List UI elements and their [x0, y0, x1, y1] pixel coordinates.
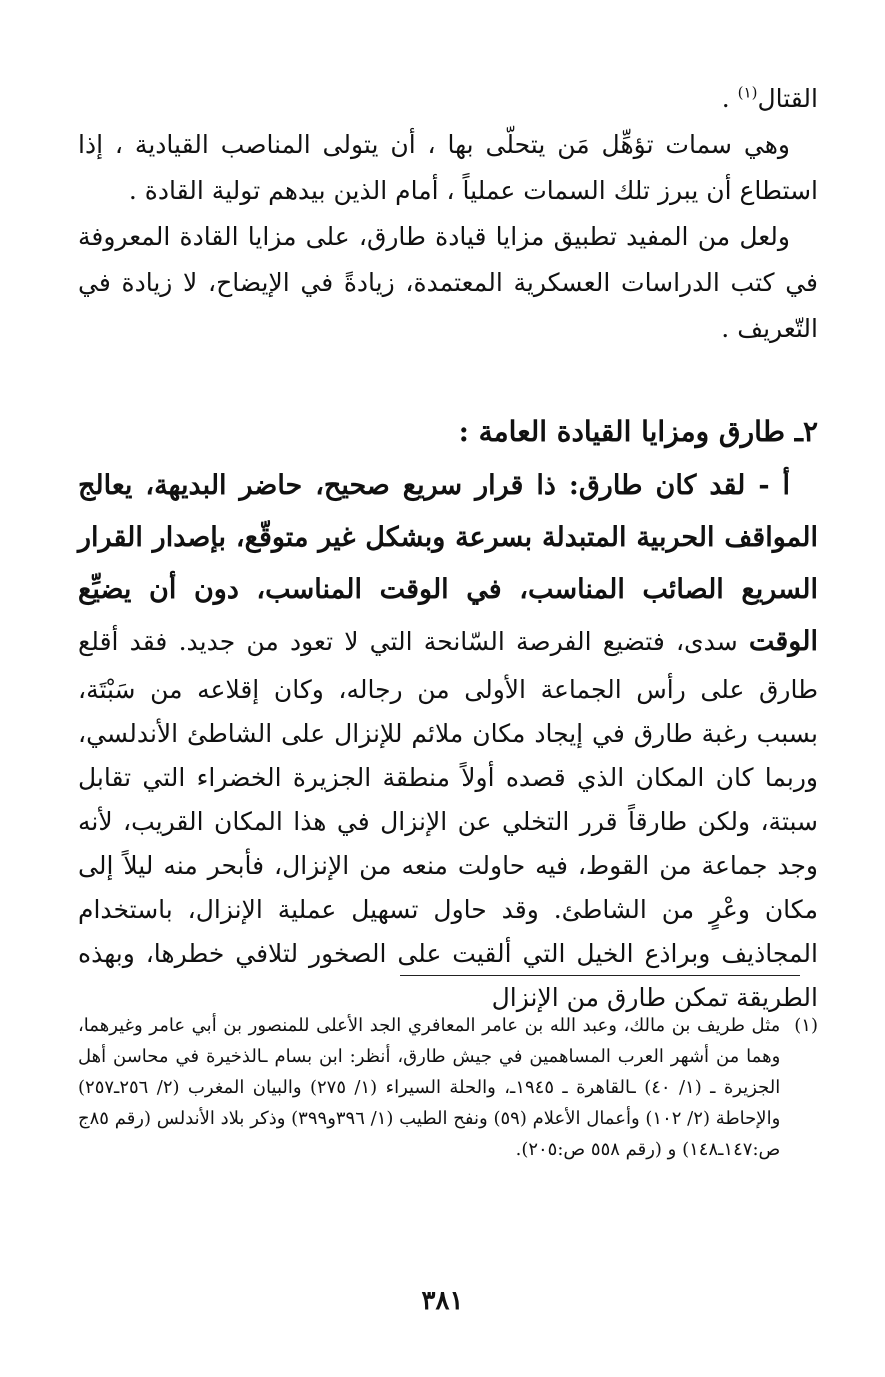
- footnote-1: [78, 1010, 818, 1165]
- page-number: ٣٨١: [421, 1286, 464, 1316]
- footnote-divider: [400, 975, 800, 976]
- footnote-text: مثل طريف بن مالك، وعبد الله بن عامر المعافري الجد الأعلى للمنصور بن أبي عامر وغيرهما، وهما من أشهر العرب المساهمين في جيش طارق، أنظر: ابن بسام ـالذخيرة في محاسن أهل الجزيرة ـ (١/ ٤٠) ـالقاهرة ـ ١٩٤٥ـ، والحلة السيراء (١/ ٢٧٥) والبيان المغرب (٢/ ٢٥٦ـ٢٥٧) والإحاطة (٢/ ١٠٢) وأعمال الأعلام (٥٩) ونفح الطيب (١/ ٣٩٦و٣٩٩) وذكر بلاد الأندلس (رقم ٨٥ج ص:١٤٧ـ١٤٨) و (رقم ٥٥٨ ص:٢٠٥).: [78, 1015, 781, 1160]
- footnote-number: (١): [794, 1015, 818, 1036]
- paragraph-1: وهي سمات تؤهِّل مَن يتحلّى بها ، أن يتولى المناصب القيادية ، إذا استطاع أن يبرز تلك السمات عملياً ، أمام الذين بيدهم تولية القادة .: [78, 130, 818, 205]
- paragraph-0-text: القتال: [757, 84, 818, 113]
- footnote-reference[interactable]: (١): [737, 83, 758, 102]
- paragraph-0-end: .: [721, 84, 738, 113]
- section-paragraph: [78, 460, 818, 1020]
- section-heading: ٢ـ طارق ومزايا القيادة العامة :: [458, 415, 818, 448]
- section-lead-bold: أ - لقد كان طارق: ذا قرار سريع صحيح، حاضر البديهة، يعالج المواقف الحربية المتبدلة بسرعة وبشكل غير متوقّع، بإصدار القرار السريع الصائب المناسب، في الوقت المناسب، دون أن يضيِّع الوقت: [78, 470, 818, 657]
- paragraph-continuation: [78, 76, 818, 122]
- section-body-text: سدى، فتضيع الفرصة السّانحة التي لا تعود من جديد. فقد أقلع طارق على رأس الجماعة الأولى من رجاله، وكان إقلاعه من سَبْتَة، بسبب رغبة طارق في إيجاد مكان ملائم للإنزال على الشاطئ الأندلسي، وربما كان المكان الذي قصده أولاً منطقة الجزيرة الخضراء التي تقابل سبتة، ولكن طارقاً قرر التخلي عن الإنزال في هذا المكان القريب، لأنه وجد جماعة من القوط، فيه حاولت منعه من الإنزال، فأبحر منه ليلاً إلى مكان وعْرٍ من الشاطئ. وقد حاول تسهيل عملية الإنزال، باستخدام المجاذيف وبراذع الخيل التي ألقيت على الصخور لتلافي خطرها، وبهذه الطريقة تمكن طارق من الإنزال: [78, 627, 818, 1012]
- paragraph-2: ولعل من المفيد تطبيق مزايا قيادة طارق، على مزايا القادة المعروفة في كتب الدراسات العسكرية المعتمدة، زيادةً في الإيضاح، لا زيادة في التّعريف .: [78, 222, 818, 343]
- page-body: [78, 76, 818, 1020]
- footnotes: [78, 1010, 818, 1165]
